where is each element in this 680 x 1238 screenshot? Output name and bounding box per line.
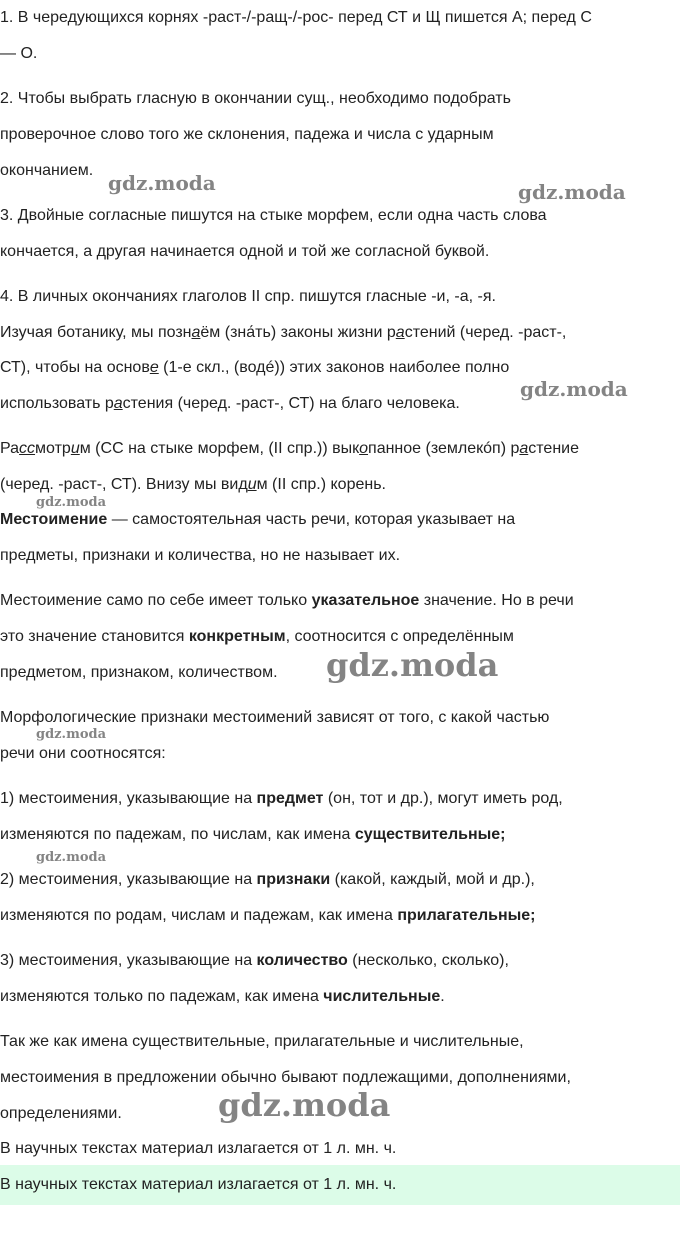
- watermark: gdz.moda: [520, 377, 628, 401]
- rule-3-cont: кончается, а другая начинается одной и той же согласной буквой.: [0, 243, 490, 260]
- watermark: gdz.moda: [518, 180, 626, 204]
- theory-p5-line-2: изменяются по родам, числам и падежам, как имена прилагательные;: [0, 907, 536, 924]
- watermark: gdz.moda: [36, 727, 107, 742]
- theory-p3-line-1: Морфологические признаки местоимений зависят от того, с какой частью: [0, 709, 550, 726]
- sentence-2-line-2: (черед. -раст-, СТ). Внизу мы видим (II спр.) корень.: [0, 476, 386, 493]
- theory-p4-line-2: изменяются по падежам, по числам, как имена существительные;: [0, 826, 506, 843]
- theory-p6-line-1: 3) местоимения, указывающие на количество (несколько, сколько),: [0, 952, 509, 969]
- theory-definition: Местоимение — самостоятельная часть речи, которая указывает на: [0, 511, 516, 528]
- answer-text: В научных текстах материал излагается от 1 л. мн. ч.: [0, 1176, 397, 1193]
- rule-3: 3. Двойные согласные пишутся на стыке морфем, если одна часть слова: [0, 207, 547, 224]
- theory-p5-line-1: 2) местоимения, указывающие на признаки (какой, каждый, мой и др.),: [0, 871, 535, 888]
- rule-1: 1. В чередующихся корнях -раст-/-ращ-/-рос- перед СТ и Щ пишется А; перед С: [0, 9, 592, 26]
- watermark: gdz.moda: [218, 1086, 391, 1124]
- sentence-1-line-1: Изучая ботанику, мы познаём (зна́ть) законы жизни растений (черед. -раст-,: [0, 324, 567, 341]
- theory-p3-line-2: речи они соотносятся:: [0, 745, 166, 762]
- theory-p6-line-2: изменяются только по падежам, как имена числительные.: [0, 988, 445, 1005]
- theory-p7-line-3: определениями.: [0, 1105, 122, 1122]
- theory-p7-line-2: местоимения в предложении обычно бывают подлежащими, дополнениями,: [0, 1069, 571, 1086]
- theory-definition-cont: предметы, признаки и количества, но не называет их.: [0, 547, 401, 564]
- watermark: gdz.moda: [108, 171, 216, 195]
- watermark: gdz.moda: [36, 850, 107, 865]
- theory-p4-line-1: 1) местоимения, указывающие на предмет (он, тот и др.), могут иметь род,: [0, 790, 563, 807]
- sentence-1-line-2: СТ), чтобы на основе (1-е скл., (водé)) этих законов наиболее полно: [0, 359, 510, 376]
- rule-2-cont: проверочное слово того же склонения, падежа и числа с ударным: [0, 126, 494, 143]
- theory-p2-line-3: предметом, признаком, количеством.: [0, 664, 278, 681]
- theory-p7-line-1: Так же как имена существительные, прилагательные и числительные,: [0, 1033, 524, 1050]
- theory-p8: В научных текстах материал излагается от 1 л. мн. ч.: [0, 1140, 397, 1157]
- rule-2-cont2: окончанием.: [0, 162, 94, 179]
- watermark: gdz.moda: [326, 646, 499, 684]
- watermark: gdz.moda: [36, 495, 107, 510]
- theory-p2-line-1: Местоимение само по себе имеет только указательное значение. Но в речи: [0, 592, 574, 609]
- sentence-1-line-3: использовать растения (черед. -раст-, СТ) на благо человека.: [0, 395, 460, 412]
- rule-1-cont: — О.: [0, 45, 38, 62]
- rule-2: 2. Чтобы выбрать гласную в окончании сущ., необходимо подобрать: [0, 90, 511, 107]
- theory-p2-line-2: это значение становится конкретным, соотносится с определённым: [0, 628, 514, 645]
- rule-4: 4. В личных окончаниях глаголов II спр. пишутся гласные -и, -а, -я.: [0, 288, 496, 305]
- sentence-2-line-1: Рассмотрим (СС на стыке морфем, (II спр.)) выкопанное (землекóп) растение: [0, 440, 579, 457]
